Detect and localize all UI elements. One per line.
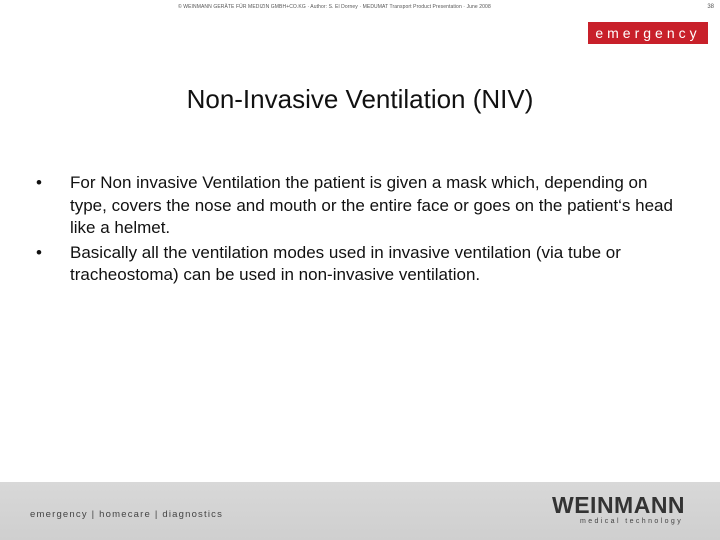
emergency-badge: [588, 22, 708, 44]
logo-wordmark: WEINMANN: [552, 492, 686, 518]
bullet-item: [36, 172, 686, 240]
weinmann-logo: [552, 492, 702, 534]
bullet-list: [36, 172, 686, 289]
bullet-icon: •: [36, 242, 42, 262]
slide-title: Non-Invasive Ventilation (NIV): [186, 84, 534, 114]
footer-tagline: emergency | homecare | diagnostics: [30, 509, 224, 520]
footer-bar: [0, 482, 720, 540]
bullet-item: [36, 242, 686, 287]
logo-subtitle: medical technology: [580, 518, 684, 525]
bullet-text: For Non invasive Ventilation the patient is given a mask which, depending on type, covers the nose and mouth or the entire face or goes on the patient‘s head like a helmet.: [70, 173, 673, 237]
bullet-text: Basically all the ventilation modes used in invasive ventilation (via tube or tracheostoma) can be used in non-invasive ventilation.: [70, 242, 621, 284]
copyright-line: © WEINMANN GERÄTE FÜR MEDIZIN GMBH+CO.KG · Author: S. El Dorney · MEDUMAT Transport Product Presentation · June 2008: [178, 4, 491, 10]
bullet-icon: •: [36, 173, 42, 192]
page-number: 38: [707, 4, 714, 10]
badge-label: emergency: [595, 25, 701, 41]
